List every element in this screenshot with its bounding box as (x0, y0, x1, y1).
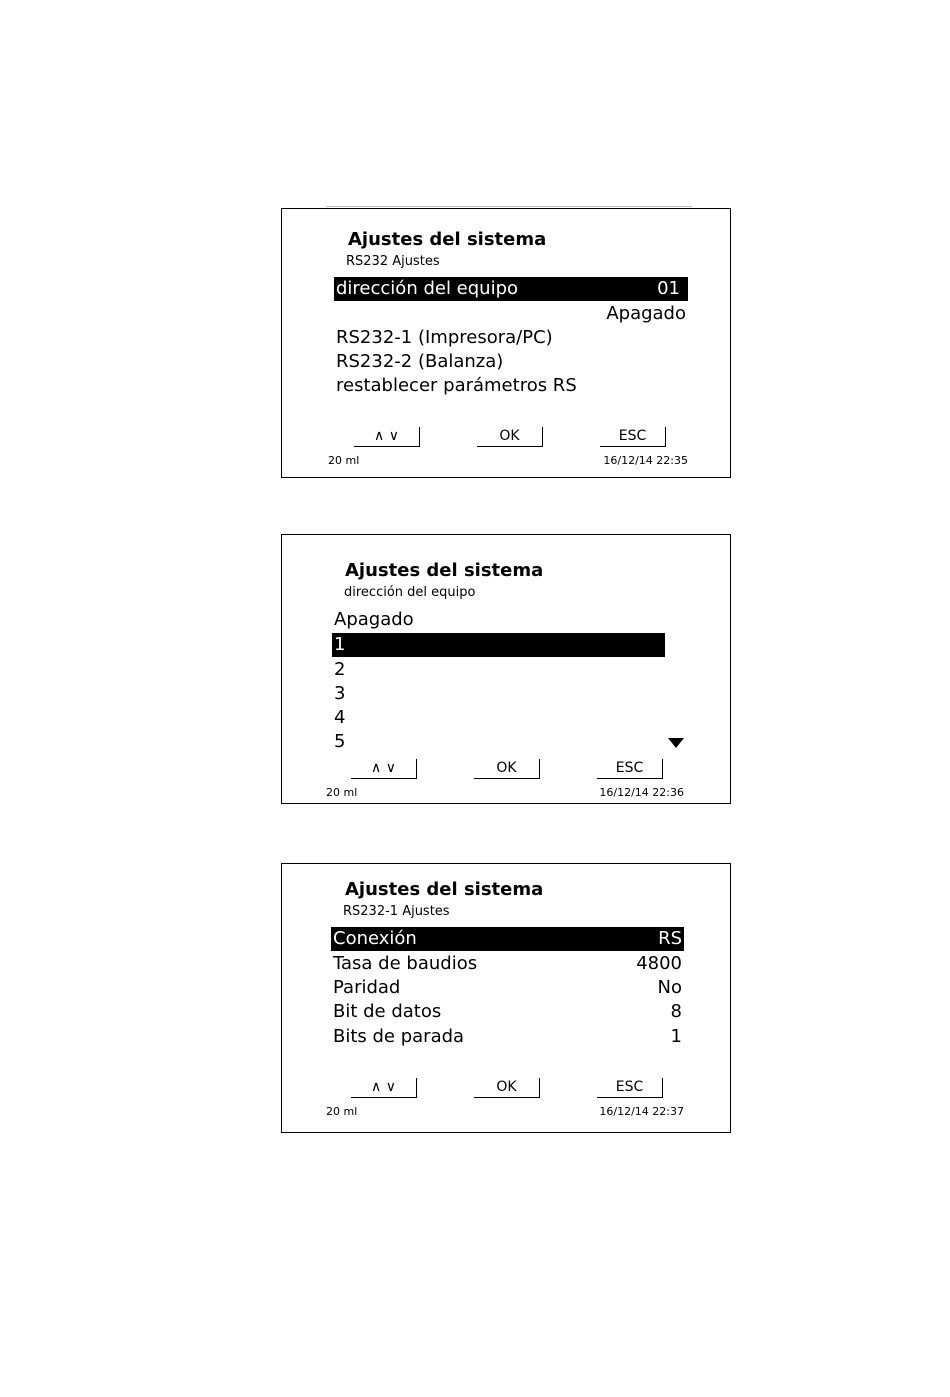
status-datetime: 16/12/14 22:37 (599, 1105, 684, 1118)
setting-data-bits[interactable] (331, 1000, 684, 1024)
setting-value: 8 (670, 1001, 682, 1022)
screen-rs232-1-settings (281, 863, 731, 1133)
option-label: 3 (334, 683, 346, 704)
screen-subtitle: dirección del equipo (344, 585, 476, 600)
top-divider (326, 206, 692, 207)
status-volume: 20 ml (326, 786, 358, 799)
status-datetime: 16/12/14 22:36 (599, 786, 684, 799)
device-address-value: Apagado (606, 303, 686, 324)
esc-button[interactable]: ESC (597, 1078, 663, 1098)
setting-stop-bits[interactable] (331, 1025, 684, 1049)
option-1[interactable] (332, 633, 665, 657)
screen-subtitle: RS232-1 Ajustes (343, 904, 450, 919)
nav-arrows-button[interactable]: ∧ ∨ (351, 1078, 417, 1098)
menu-item-rs232-2[interactable] (334, 350, 688, 374)
option-off[interactable] (332, 608, 665, 632)
menu-item-label: RS232-2 (Balanza) (336, 351, 504, 372)
setting-label: Bits de parada (333, 1026, 465, 1047)
setting-connection[interactable] (331, 927, 684, 951)
setting-parity[interactable] (331, 976, 684, 1000)
menu-item-device-address[interactable] (334, 277, 688, 301)
menu-item-reset-rs-params[interactable] (334, 374, 688, 398)
status-volume: 20 ml (328, 454, 360, 467)
setting-value: RS (658, 928, 682, 949)
setting-label: Bit de datos (333, 1001, 442, 1022)
setting-label: Tasa de baudios (333, 953, 478, 974)
status-datetime: 16/12/14 22:35 (603, 454, 688, 467)
option-label: 4 (334, 707, 346, 728)
status-volume: 20 ml (326, 1105, 358, 1118)
esc-button[interactable]: ESC (600, 427, 666, 447)
option-3[interactable] (332, 682, 665, 706)
nav-arrows-button[interactable]: ∧ ∨ (351, 759, 417, 779)
setting-value: 4800 (636, 953, 682, 974)
option-label: Apagado (334, 609, 414, 630)
setting-baud-rate[interactable] (331, 952, 684, 976)
setting-value: No (657, 977, 682, 998)
esc-button[interactable]: ESC (597, 759, 663, 779)
option-label: 1 (334, 634, 346, 655)
ok-button[interactable]: OK (474, 1078, 540, 1098)
nav-arrows-button[interactable]: ∧ ∨ (354, 427, 420, 447)
option-5[interactable] (332, 730, 665, 754)
screen-rs232-settings (281, 208, 731, 478)
option-2[interactable] (332, 658, 665, 682)
ok-button[interactable]: OK (477, 427, 543, 447)
ok-button[interactable]: OK (474, 759, 540, 779)
menu-item-label: RS232-1 (Impresora/PC) (336, 327, 553, 348)
menu-item-value: 01 (657, 278, 680, 299)
menu-item-label: dirección del equipo (336, 278, 519, 299)
screen-title: Ajustes del sistema (348, 229, 547, 250)
scroll-down-icon[interactable] (668, 738, 684, 748)
screen-title: Ajustes del sistema (345, 560, 544, 581)
setting-value: 1 (670, 1026, 682, 1047)
screen-device-address (281, 534, 731, 804)
menu-item-rs232-1[interactable] (334, 326, 688, 350)
option-4[interactable] (332, 706, 665, 730)
screen-subtitle: RS232 Ajustes (346, 254, 440, 269)
screen-title: Ajustes del sistema (345, 879, 544, 900)
setting-label: Paridad (333, 977, 401, 998)
menu-item-label: restablecer parámetros RS (336, 375, 577, 396)
option-label: 2 (334, 659, 346, 680)
device-address-value-row (334, 302, 688, 326)
setting-label: Conexión (333, 928, 417, 949)
option-label: 5 (334, 731, 346, 752)
